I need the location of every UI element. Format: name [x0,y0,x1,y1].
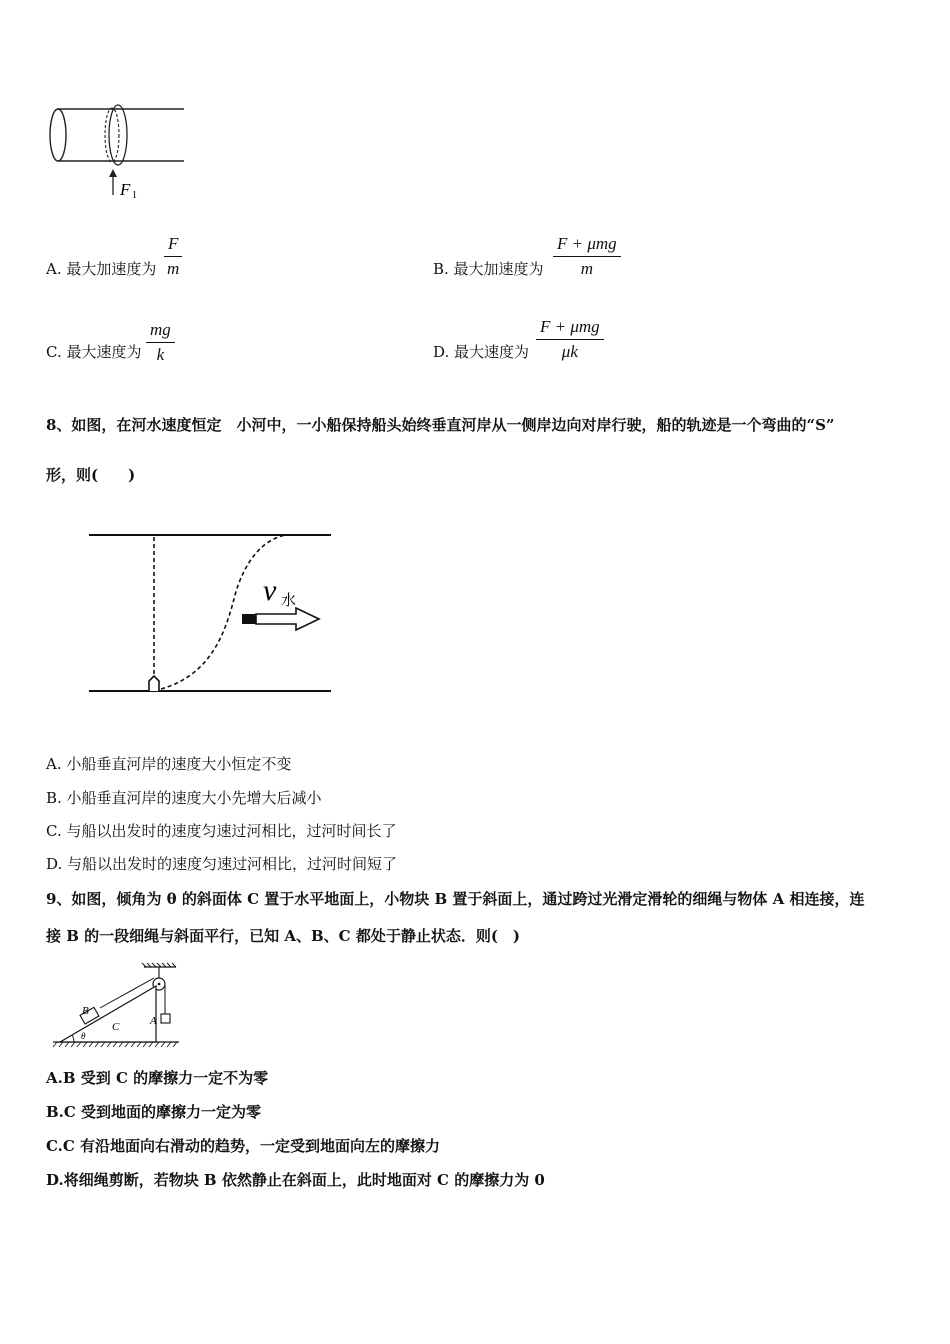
fraction-numerator: F + μmg [536,317,604,340]
angle-theta-label: θ [81,1031,86,1041]
water-velocity-subscript: 水 [281,593,297,609]
fraction-numerator: F [164,234,182,257]
fraction-denominator: m [167,259,180,278]
q7-option-b[interactable] [433,259,544,279]
pipe-ring-figure [44,95,194,205]
option-d-text: D. 最大速度为 [433,343,530,361]
option-b-text: B. 最大加速度为 [433,260,544,278]
q7-option-a[interactable] [46,259,156,279]
q9-option-a[interactable]: A.B 受到 C 的摩擦力一定不为零 [46,1069,269,1087]
force-label: F [120,180,131,199]
option-a-fraction [163,234,183,279]
fraction-denominator: m [580,259,593,278]
option-b-fraction [553,234,621,279]
river-figure [85,525,335,700]
option-c-fraction [146,320,175,365]
incline-pulley-figure [48,960,188,1052]
q7-option-d[interactable] [433,342,529,362]
option-a-text: A. 最大加速度为 [46,260,157,278]
fraction-numerator: mg [146,320,175,343]
block-b-label: B [82,1005,89,1017]
block-a-label: A [150,1015,157,1027]
fraction-numerator: F + μmg [553,234,621,257]
force-subscript: 1 [132,190,137,201]
water-velocity-label: v [263,574,277,607]
q7-option-c[interactable] [46,342,141,362]
q8-option-d[interactable]: D. 与船以出发时的速度匀速过河相比，过河时间短了 [46,855,398,873]
q8-option-a[interactable]: A. 小船垂直河岸的速度大小恒定不变 [46,755,292,773]
q8-option-b[interactable]: B. 小船垂直河岸的速度大小先增大后减小 [46,789,322,807]
q9-option-b[interactable]: B.C 受到地面的摩擦力一定为零 [46,1103,262,1121]
option-d-fraction [536,317,604,362]
q9-stem-line1: 9、如图，倾角为 θ 的斜面体 C 置于水平地面上，小物块 B 置于斜面上，通过跨过光滑定滑轮的细绳与物体 A 相连接，连 [46,890,865,908]
q9-option-c[interactable]: C.C 有沿地面向右滑动的趋势，一定受到地面向左的摩擦力 [46,1137,441,1155]
q8-stem-line1: 8、如图，在河水速度恒定 小河中，一小船保持船头始终垂直河岸从一侧岸边向对岸行驶，船的轨迹是一个弯曲的“S” [46,416,835,434]
q8-option-c[interactable]: C. 与船以出发时的速度匀速过河相比，过河时间长了 [46,822,397,840]
q9-stem-line2: 接 B 的一段细绳与斜面平行，已知 A、B、C 都处于静止状态．则( ) [46,927,521,945]
q8-stem-line2: 形，则( ) [46,466,136,484]
fraction-denominator: k [156,345,165,364]
option-c-text: C. 最大速度为 [46,343,142,361]
wedge-c-label: C [112,1021,120,1033]
q9-option-d[interactable]: D.将细绳剪断，若物块 B 依然静止在斜面上，此时地面对 C 的摩擦力为 0 [46,1171,545,1189]
fraction-denominator: μk [561,342,578,361]
